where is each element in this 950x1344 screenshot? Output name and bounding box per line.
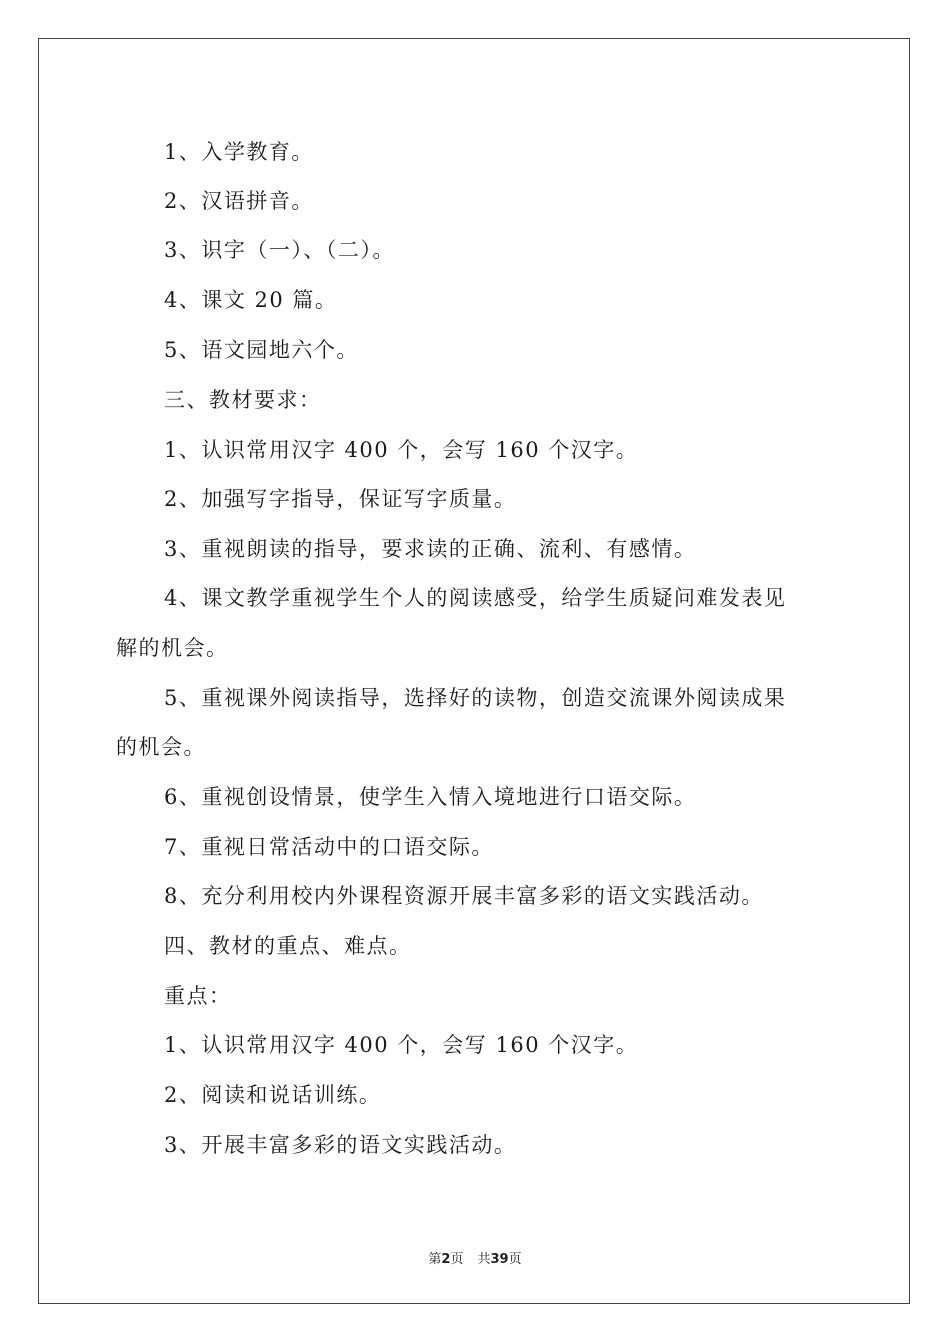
section-heading: 四、教材的重点、难点。 (164, 934, 412, 958)
subheading: 重点： (164, 984, 232, 1008)
list-item: 3、识字（一）、（二）。 (164, 238, 395, 262)
list-item: 2、汉语拼音。 (164, 189, 314, 213)
list-item: 1、入学教育。 (164, 140, 314, 164)
total-suffix: 页 (508, 1252, 522, 1267)
list-item: 6、重视创设情景，使学生入情入境地进行口语交际。 (164, 785, 697, 809)
list-item: 5、重视课外阅读指导，选择好的读物，创造交流课外阅读成果 (164, 686, 787, 710)
list-item: 3、重视朗读的指导，要求读的正确、流利、有感情。 (164, 537, 697, 561)
list-item: 1、认识常用汉字 400 个，会写 160 个汉字。 (164, 438, 639, 462)
list-item: 1、认识常用汉字 400 个，会写 160 个汉字。 (164, 1033, 639, 1057)
page-suffix: 页 (450, 1252, 464, 1267)
page-frame (38, 38, 910, 1304)
list-item: 4、课文 20 篇。 (164, 288, 338, 312)
list-item: 8、充分利用校内外课程资源开展丰富多彩的语文实践活动。 (164, 884, 764, 908)
list-item: 4、课文教学重视学生个人的阅读感受，给学生质疑问难发表见 (164, 586, 787, 610)
page-prefix: 第 (428, 1252, 442, 1267)
total-prefix: 共 (477, 1252, 491, 1267)
section-heading: 三、教材要求： (164, 388, 322, 412)
page-footer (0, 1248, 950, 1267)
list-item-continuation: 解的机会。 (116, 636, 229, 660)
page-number: 2 (441, 1252, 451, 1267)
total-pages: 39 (490, 1252, 509, 1267)
list-item: 3、开展丰富多彩的语文实践活动。 (164, 1133, 517, 1157)
list-item-continuation: 的机会。 (116, 735, 206, 759)
list-item: 2、阅读和说话训练。 (164, 1083, 382, 1107)
list-item: 5、语文园地六个。 (164, 338, 359, 362)
list-item: 7、重视日常活动中的口语交际。 (164, 835, 494, 859)
list-item: 2、加强写字指导，保证写字质量。 (164, 487, 517, 511)
